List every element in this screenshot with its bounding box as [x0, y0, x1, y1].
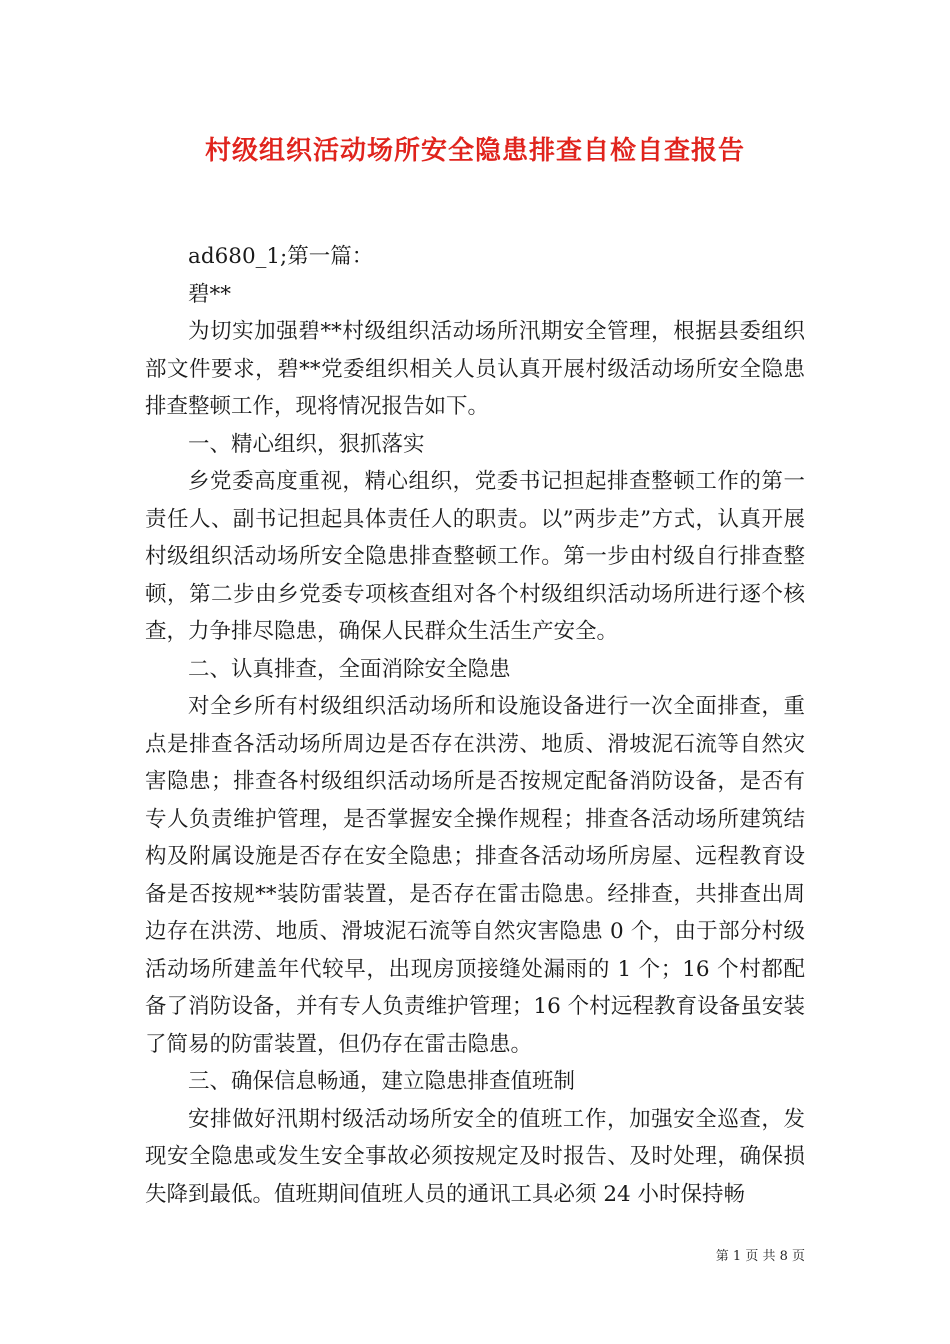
page-number: 第 1 页 共 8 页 — [715, 1249, 805, 1264]
paragraph-section-1: 乡党委高度重视，精心组织，党委书记担起排查整顿工作的第一责任人、副书记担起具体责任人的职责。以”两步走”方式，认真开展村级组织活动场所安全隐患排查整顿工作。第一步由村级自行排查整顿，第二步由乡党委专项核查组对各个村级组织活动场所进行逐个核查，力争排尽隐患，确保人民群众生活生产安全。 — [145, 469, 805, 644]
paragraph-intro: 为切实加强碧**村级组织活动场所汛期安全管理，根据县委组织部文件要求，碧**党委组织相关人员认真开展村级活动场所安全隐患排查整顿工作，现将情况报告如下。 — [145, 319, 805, 419]
section-heading-3: 三、确保信息畅通，建立隐患排查值班制 — [188, 1069, 576, 1094]
paragraph-section-2: 对全乡所有村级组织活动场所和设施设备进行一次全面排查，重点是排查各活动场所周边是否存在洪涝、地质、滑坡泥石流等自然灾害隐患；排查各村级组织活动场所是否按规定配备消防设备，是否有专人负责维护管理，是否掌握安全操作规程；排查各活动场所建筑结构及附属设施是否存在安全隐患；排查各活动场所房屋、远程教育设备是否按规**装防雷装置，是否存在雷击隐患。经排查，共排查出周边存在洪涝、地质、滑坡泥石流等自然灾害隐患 0 个，由于部分村级活动场所建盖年代较早，出现房顶接缝处漏雨的 1 个；16 个村都配备了消防设备，并有专人负责维护管理；16 个村远程教育设备虽安装了简易的防雷装置，但仍存在雷击隐患。 — [145, 694, 805, 1057]
section-heading-2: 二、认真排查，全面消除安全隐患 — [188, 656, 511, 682]
paragraph-heading-marker: ad680_1;第一篇： — [188, 244, 374, 269]
section-heading-1: 一、精心组织，狠抓落实 — [188, 431, 425, 457]
document-body — [145, 238, 805, 1213]
document-title: 村级组织活动场所安全隐患排查自检自查报告 — [204, 136, 745, 166]
paragraph-org-name: 碧** — [188, 281, 232, 307]
paragraph-section-3: 安排做好汛期村级活动场所安全的值班工作，加强安全巡查，发现安全隐患或发生安全事故必须按规定及时报告、及时处理，确保损失降到最低。值班期间值班人员的通讯工具必须 24 小时保持畅 — [145, 1106, 805, 1207]
